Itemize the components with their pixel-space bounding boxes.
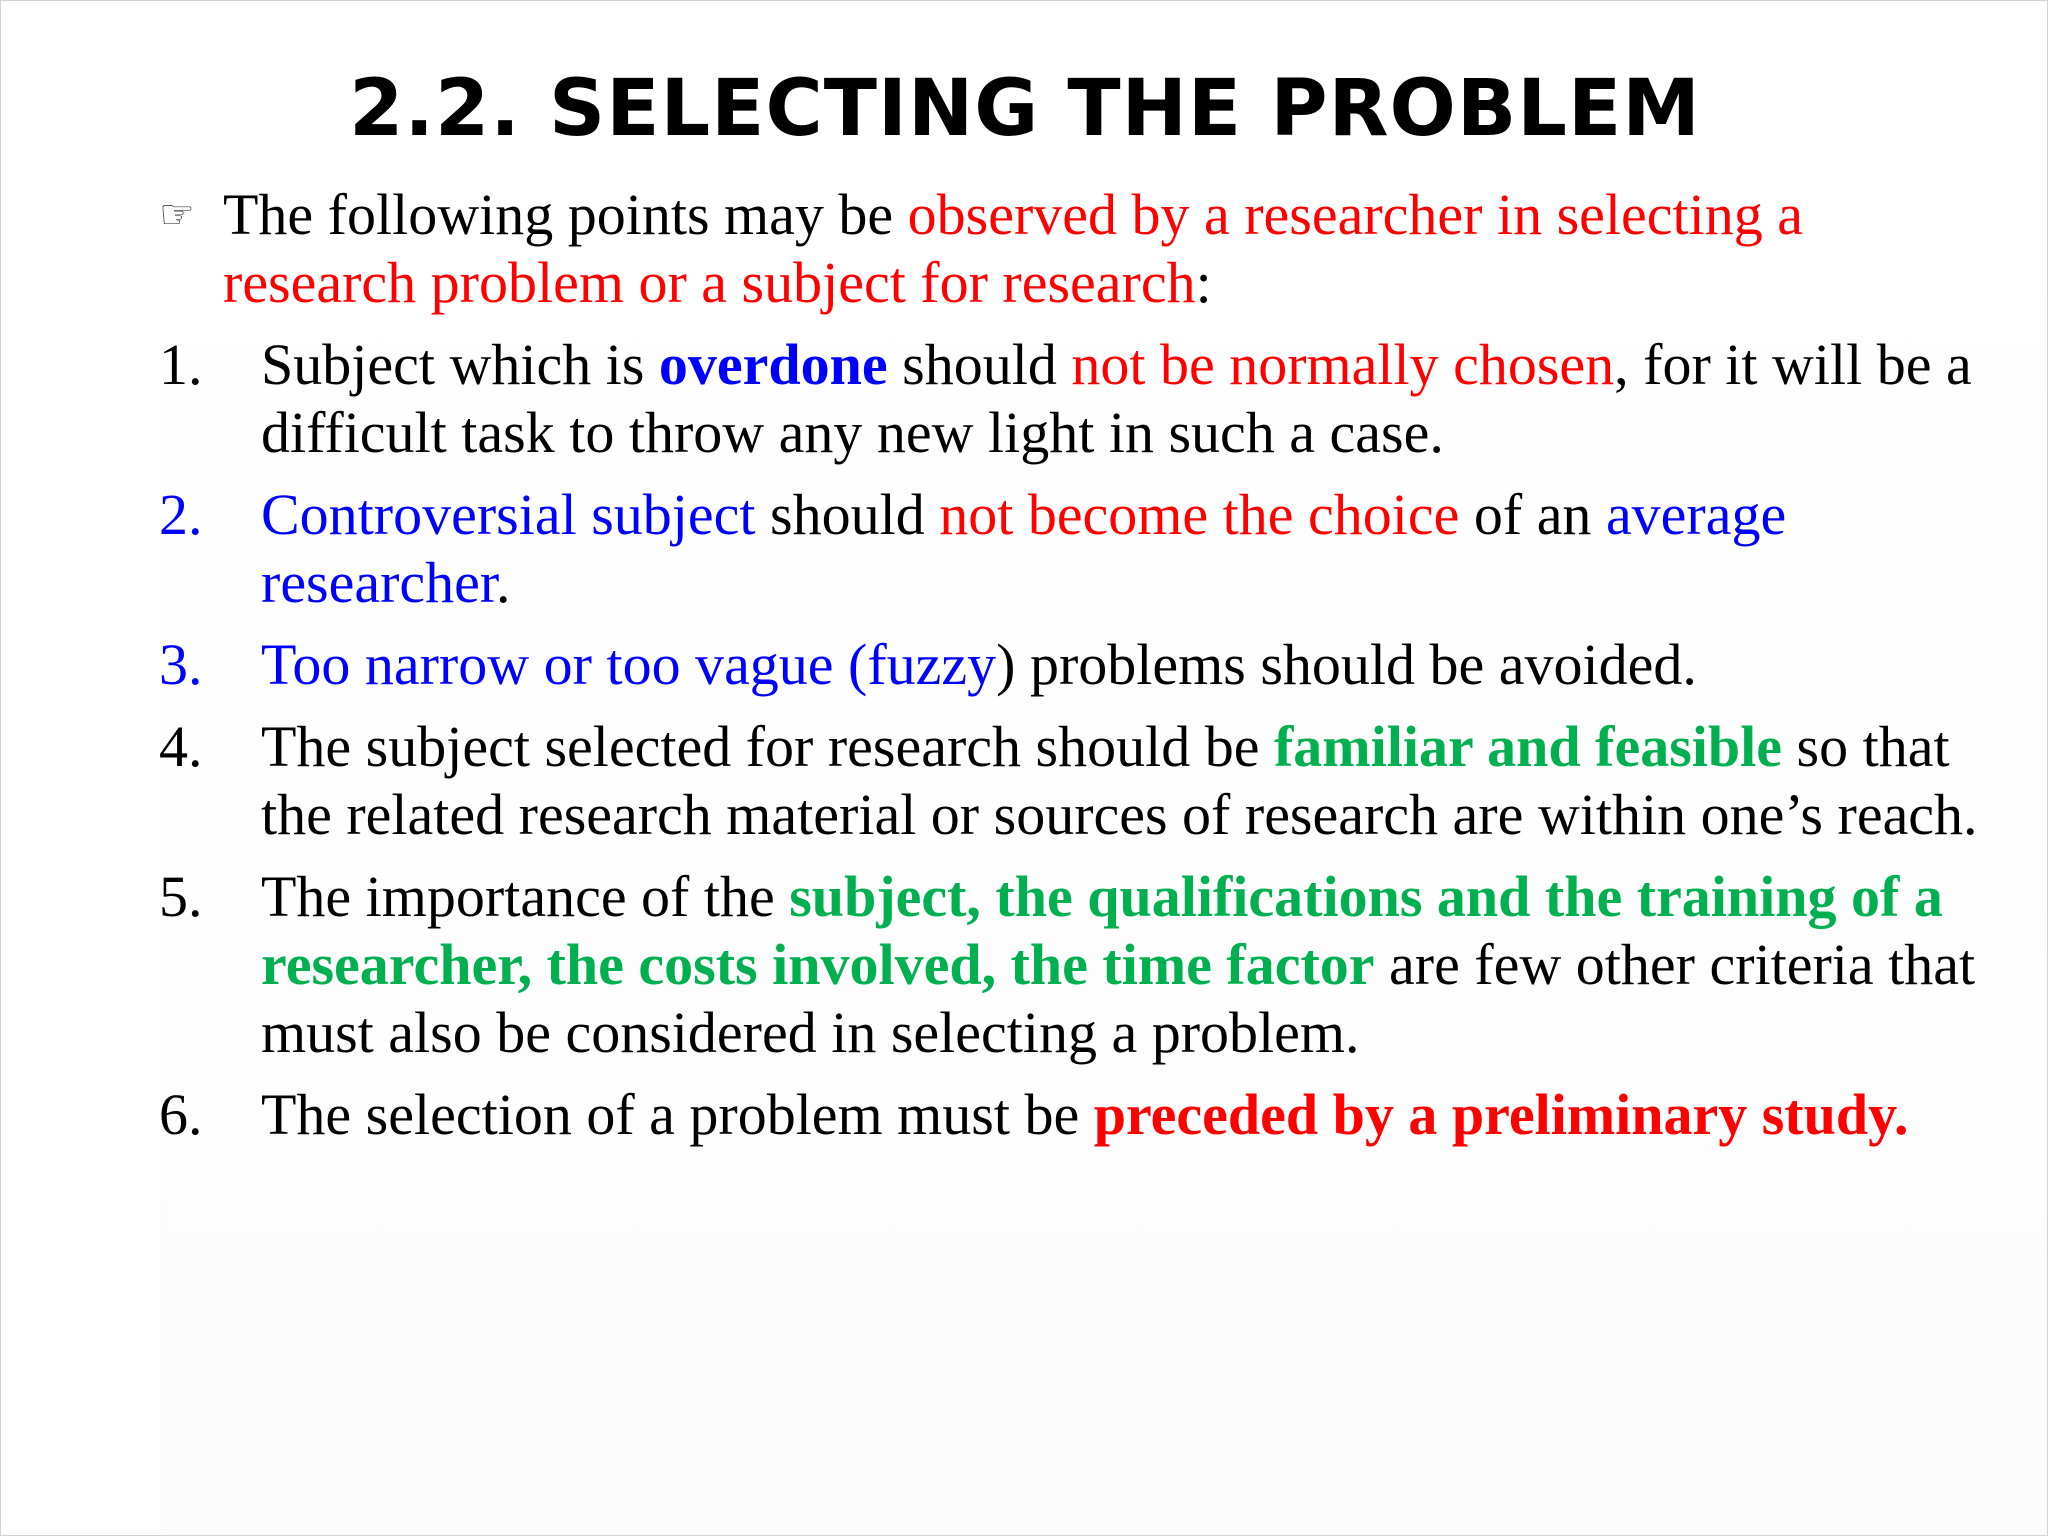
intro-highlight: observed by a researcher in selecting a research problem or a subject for research (223, 182, 1803, 315)
text-segment: Subject which is (261, 332, 659, 397)
text-segment: should (887, 332, 1072, 397)
intro-text (223, 181, 1999, 317)
intro-paragraph (159, 181, 1999, 317)
highlight-too-narrow-vague: Too narrow or too vague (fuzzy (261, 632, 997, 697)
intro-text-start: The following points may be (223, 182, 908, 247)
text-segment: . (496, 550, 511, 615)
list-item-number: 4. (159, 714, 203, 779)
text-segment: The importance of the (261, 864, 790, 929)
text-segment: , for it will be a difficult task to throw any new light in such a case. (261, 332, 1972, 465)
text-segment: of an (1459, 482, 1606, 547)
slide-title: 2.2. SELECTING THE PROBLEM (349, 64, 1701, 154)
list-item-text (261, 713, 1999, 849)
pointing-hand-icon: ☞ (159, 192, 195, 238)
list-item (159, 713, 1999, 849)
highlight-criteria: subject, the qualifications and the training of a researcher, the costs involved, the time factor (261, 864, 1943, 997)
highlight-not-choice: not become the choice (939, 482, 1460, 547)
highlight-overdone: overdone (658, 332, 888, 397)
list-item-number: 5. (159, 864, 203, 929)
highlight-not-chosen: not be normally chosen (1071, 332, 1615, 397)
text-segment: are few other criteria that must also be considered in selecting a problem. (261, 932, 1976, 1065)
list-item-text (261, 481, 1999, 617)
list-item-text (261, 1081, 1999, 1149)
criteria-list (159, 331, 1999, 1163)
list-item-number: 6. (159, 1082, 203, 1147)
list-item (159, 331, 1999, 467)
list-item-number: 1. (159, 332, 203, 397)
text-segment: The selection of a problem must be (261, 1082, 1094, 1147)
highlight-familiar-feasible: familiar and feasible (1273, 714, 1783, 779)
list-item (159, 631, 1999, 699)
text-segment: ) problems should be avoided. (996, 632, 1697, 697)
text-segment: so that the related research material or sources of research are within one’s reach. (261, 714, 1978, 847)
list-item-number: 2. (159, 482, 203, 547)
list-item-text (261, 331, 1999, 467)
text-segment: should (755, 482, 940, 547)
highlight-preliminary-study: preceded by a preliminary study. (1093, 1082, 1909, 1147)
list-item-text (261, 631, 1999, 699)
list-item (159, 863, 1999, 1067)
list-item (159, 1081, 1999, 1149)
highlight-average-researcher: average researcher (261, 482, 1787, 615)
text-segment: The subject selected for research should be (261, 714, 1274, 779)
list-item-number: 3. (159, 632, 203, 697)
highlight-controversial-subject: Controversial subject (261, 482, 756, 547)
list-item-text (261, 863, 1999, 1067)
intro-text-end: : (1195, 250, 1212, 315)
list-item (159, 481, 1999, 617)
